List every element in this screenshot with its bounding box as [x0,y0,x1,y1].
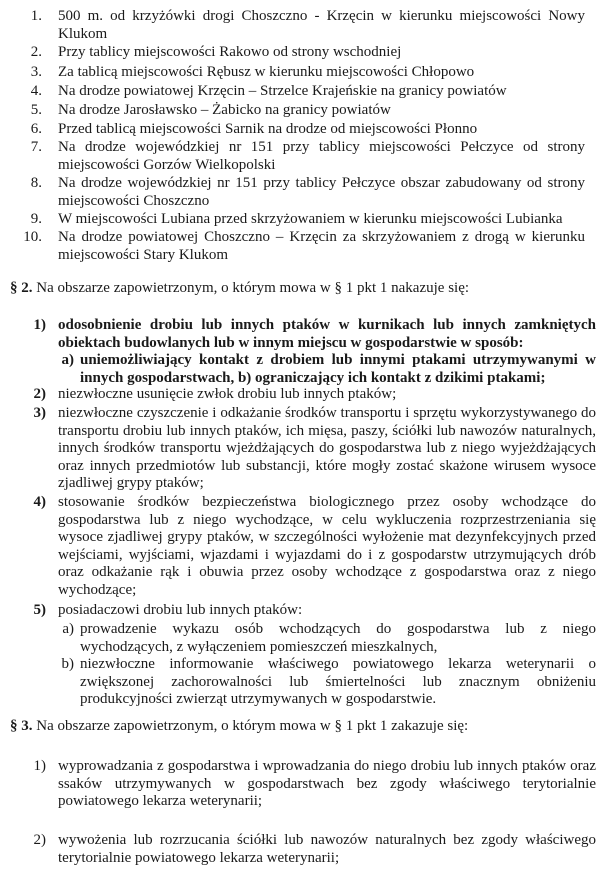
list-item-text: Przy tablicy miejscowości Rakowo od strony wschodniej [58,44,402,60]
list-item-number: 9. [30,211,42,227]
list-item-number: 3) [33,405,46,421]
list-item-number: 4) [33,494,46,510]
list-item-number: a) [62,621,74,637]
list-item-number: 2) [33,386,46,402]
list-item-number: 4. [30,83,42,99]
list-item-text: Na drodze powiatowej Krzęcin – Strzelce Krajeńskie na granicy powiatów [58,83,507,99]
section-2-intro: Na obszarze zapowietrzonym, o którym mowa w § 1 pkt 1 nakazuje się: [36,280,470,296]
list-item-text: wywożenia lub rozrzucania ściółki lub nawozów naturalnych bez zgody właściwego terytorialnie powiatowego lekarza weterynarii; [58,832,596,866]
list-item-text: uniemożliwiający kontakt z drobiem lub innymi ptakami utrzymywanymi w innych gospodarstwach, b) ograniczający ich kontakt z dzikimi ptakami; [80,352,596,386]
list-item-text: Na drodze wojewódzkiej nr 151 przy tablicy miejscowości Pełczyce od strony miejscowości Gorzów Wielkopolski [58,139,585,173]
list-item-text: niezwłoczne czyszczenie i odkażanie środków transportu i sprzętu wykorzystywanego do transportu drobiu lub innych ptaków, ich mięsa, paszy, ściółki lub nawozów naturalnych, innych środków transportu wjeżdżających do gospodarstwa lub z niego wyjeżdżających oraz innych przedmiotów lub substancji, które mogły zostać skażone wirusem wysoce zjadliwej grypy ptaków; [58,405,596,491]
list-item-number: 1. [30,8,42,24]
list-item-number: 3. [30,64,42,80]
list-item-text: prowadzenie wykazu osób wchodzących do gospodarstwa lub z niego wychodzących, z wyłączeniem pomieszczeń mieszkalnych, [80,621,596,655]
section-2-label: § 2. [10,280,33,296]
section-3-heading [10,718,600,736]
section-2-heading [10,280,600,298]
list-item-number: a) [61,352,74,368]
list-item-text: niezwłoczne informowanie właściwego powiatowego lekarza weterynarii o zwiększonej zachorowalności lub śmiertelności lub znacznym obniżeniu produkcyjności zwierząt utrzymywanych w gospodarstwie. [80,656,596,707]
list-item-text: stosowanie środków bezpieczeństwa biologicznego przez osoby wchodzące do gospodarstwa lub z niego wychodzące, w celu wykluczenia rozprzestrzeniania się wysoce zjadliwej grypy ptaków, w szczególności wyłożenie mat dezynfekcyjnych przed wejściami, wyjściami, wjazdami i wyjazdami do i z gospodarstw utrzymujących drób oraz odkażanie rąk i obuwia przez osoby wchodzące z gospodarstwa oraz z niego wychodzące; [58,494,596,598]
list-item-number: 5. [30,102,42,118]
list-item-text: Za tablicą miejscowości Rębusz w kierunku miejscowości Chłopowo [58,64,475,80]
list-item-text: posiadaczowi drobiu lub innych ptaków: [58,602,303,618]
list-item-number: 2) [33,832,46,848]
list-item-text: niezwłoczne usunięcie zwłok drobiu lub innych ptaków; [58,386,397,402]
list-item-text: Na drodze powiatowej Choszczno – Krzęcin za skrzyżowaniem z drogą w kierunku miejscowości Stary Klukom [58,229,585,263]
list-item-number: b) [61,656,74,672]
list-item-number: 1) [33,758,46,774]
list-item-text: Na drodze Jarosławsko – Żabicko na granicy powiatów [58,102,391,118]
list-item-number: 1) [33,317,46,333]
section-3-intro: Na obszarze zapowietrzonym, o którym mowa w § 1 pkt 1 zakazuje się: [36,718,469,734]
list-item-text: Przed tablicą miejscowości Sarnik na drodze od miejscowości Płonno [58,121,478,137]
list-item-text: 500 m. od krzyżówki drogi Choszczno - Krzęcin w kierunku miejscowości Nowy Klukom [58,8,585,42]
list-item-number: 7. [30,139,42,155]
section-3-label: § 3. [10,718,33,734]
list-item-number: 6. [30,121,42,137]
list-item-text: odosobnienie drobiu lub innych ptaków w kurnikach lub innych zamkniętych obiektach budowlanych lub w innym miejscu w gospodarstwie w sposób: [58,317,596,351]
list-item-text: Na drodze wojewódzkiej nr 151 przy tablicy Pełczyce obszar zabudowany od strony miejscowości Choszczno [58,175,585,209]
list-item-number: 2. [30,44,42,60]
list-item-number: 8. [30,175,42,191]
list-item-number: 10. [23,229,42,245]
list-item-number: 5) [33,602,46,618]
list-item-text: W miejscowości Lubiana przed skrzyżowaniem w kierunku miejscowości Lubianka [58,211,563,227]
list-item-text: wyprowadzania z gospodarstwa i wprowadzania do niego drobiu lub innych ptaków oraz ssaków utrzymywanych w gospodarstwach bez zgody właściwego terytorialnie powiatowego lekarza weterynarii; [58,758,596,809]
